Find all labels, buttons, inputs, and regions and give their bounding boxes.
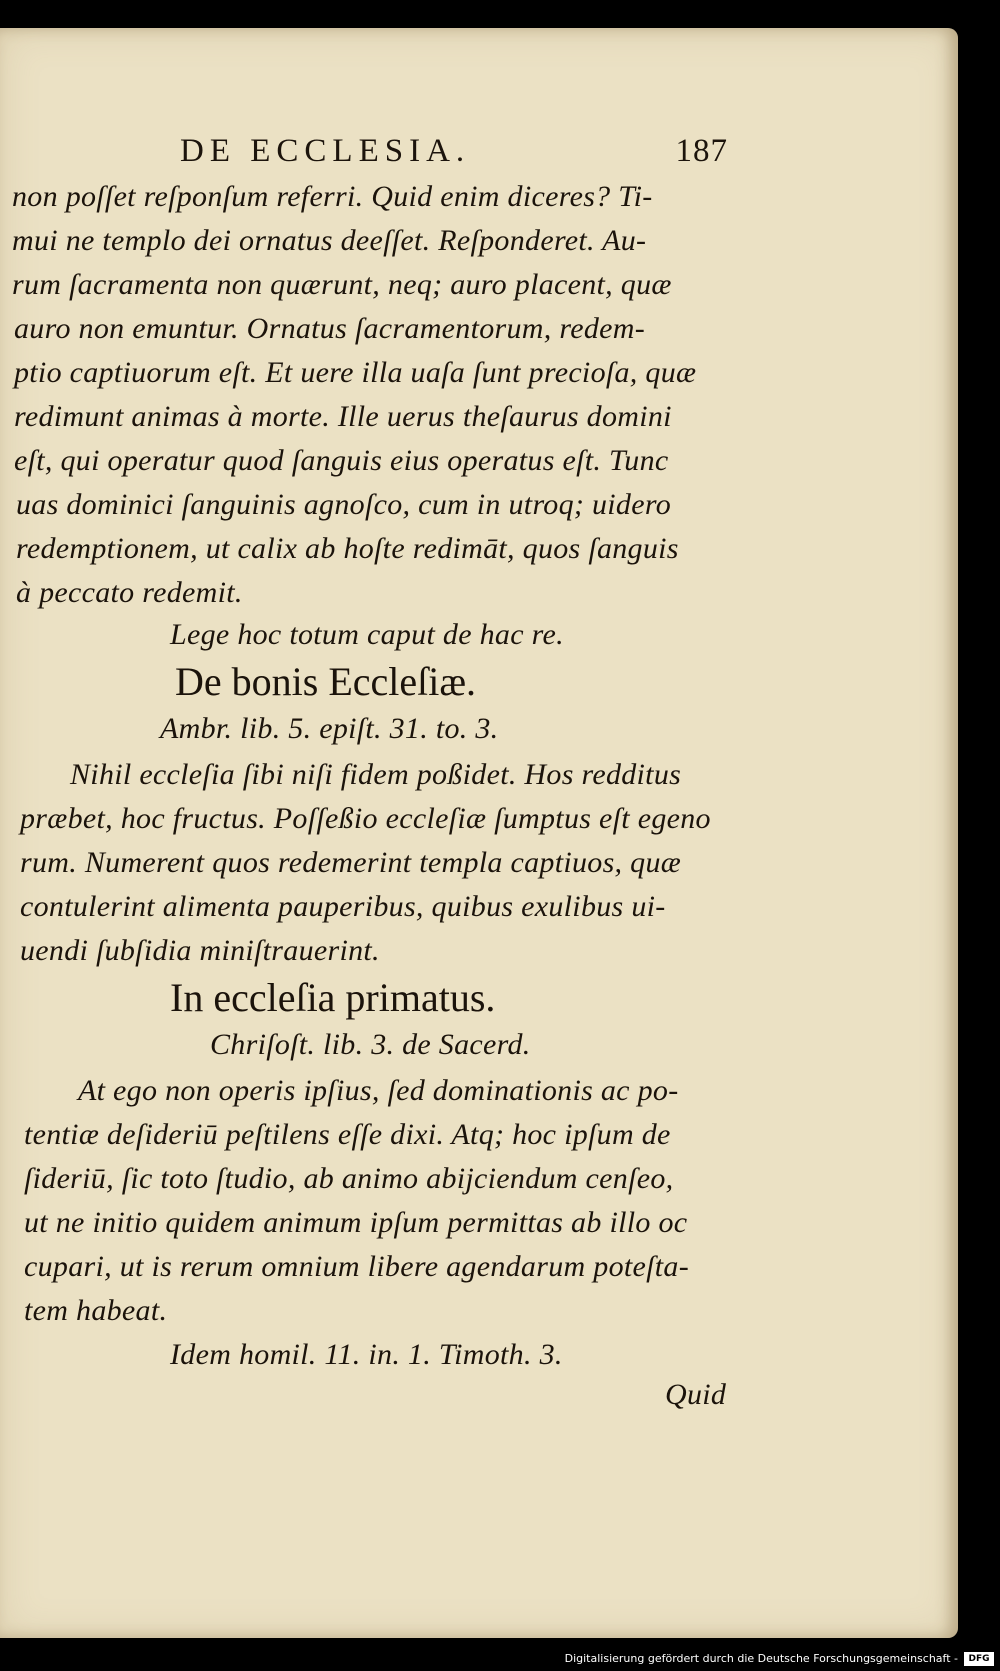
text-line: redemptionem, ut calix ab hoſte redimāt, quos ſanguis xyxy=(16,532,679,565)
dfg-logo: DFG xyxy=(964,1652,994,1666)
text-line: præbet, hoc fructus. Poſſeßio eccleſiæ ſumptus eſt egeno xyxy=(20,802,711,835)
text-line: redimunt animas à morte. Ille uerus theſaurus domini xyxy=(14,400,672,433)
text-line: à peccato redemit. xyxy=(16,576,243,609)
text-line: ut ne initio quidem animum ipſum permittas ab illo oc xyxy=(24,1206,688,1239)
citation-line: Chriſoſt. lib. 3. de Sacerd. xyxy=(210,1028,531,1061)
text-line: ptio captiuorum eſt. Et uere illa uaſa ſunt precioſa, quæ xyxy=(14,356,697,389)
text-line: cupari, ut is rerum omnium libere agendarum poteſta- xyxy=(24,1250,689,1283)
text-line: uendi ſubſidia miniſtrauerint. xyxy=(20,934,380,967)
reference-line: Lege hoc totum caput de hac re. xyxy=(170,618,564,651)
page-number: 187 xyxy=(675,133,728,169)
text-line: eſt, qui operatur quod ſanguis eius operatus eſt. Tunc xyxy=(14,444,669,477)
text-line: auro non emuntur. Ornatus ſacramentorum, redem- xyxy=(14,312,646,345)
text-line: tentiæ deſideriū peſtilens eſſe dixi. Atq; hoc ipſum de xyxy=(24,1118,671,1151)
footer-bar xyxy=(0,1649,1000,1671)
text-line: rum. Numerent quos redemerint templa captiuos, quæ xyxy=(20,846,682,879)
text-line: Nihil eccleſia ſibi niſi fidem poßidet. Hos redditus xyxy=(70,758,682,791)
text-line: tem habeat. xyxy=(24,1294,168,1327)
section-heading: In eccleſia primatus. xyxy=(170,975,496,1020)
catchword: Quid xyxy=(665,1378,727,1411)
citation-line: Ambr. lib. 5. epiſt. 31. to. 3. xyxy=(160,712,499,745)
section-heading: De bonis Eccleſiæ. xyxy=(175,659,477,704)
funding-credit: Digitalisierung gefördert durch die Deutsche Forschungsgemeinschaft - xyxy=(564,1652,958,1665)
text-line: mui ne templo dei ornatus deeſſet. Reſponderet. Au- xyxy=(12,224,647,257)
text-line: contulerint alimenta pauperibus, quibus exulibus ui- xyxy=(20,890,666,923)
text-line: At ego non operis ipſius, ſed dominationis ac po- xyxy=(78,1074,679,1107)
page-header xyxy=(180,133,740,178)
text-line: uas dominici ſanguinis agnoſco, cum in utroq; uidero xyxy=(16,488,672,521)
text-line: non poſſet reſponſum referri. Quid enim diceres? Ti- xyxy=(12,180,653,213)
running-title: DE ECCLESIA. xyxy=(180,133,471,169)
text-line: ſideriū, ſic toto ſtudio, ab animo abijciendum cenſeo, xyxy=(24,1162,674,1195)
citation-line: Idem homil. 11. in. 1. Timoth. 3. xyxy=(170,1338,563,1371)
book-page xyxy=(0,28,958,1638)
text-line: rum ſacramenta non quærunt, neq; auro placent, quæ xyxy=(12,268,672,301)
